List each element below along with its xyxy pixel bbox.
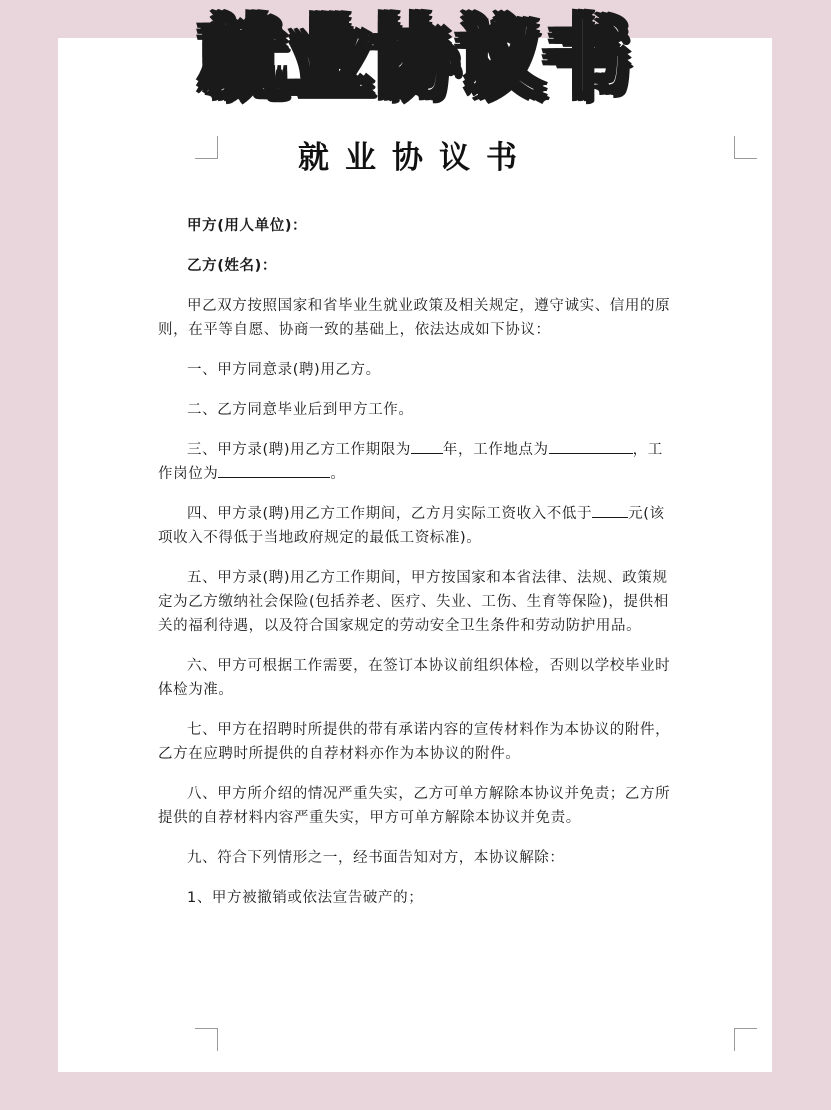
margin-corner-bottom-left (195, 1028, 218, 1051)
clause-9-item-1: 1、甲方被撤销或依法宣告破产的； (187, 890, 424, 906)
document-body (158, 214, 676, 910)
clause-7: 七、甲方在招聘时所提供的带有承诺内容的宣传材料作为本协议的附件，乙方在应聘时所提供的自荐材料亦作为本协议的附件。 (158, 722, 671, 762)
clause-9: 九、符合下列情形之一，经书面告知对方，本协议解除： (187, 850, 565, 866)
clause-3-text-1: 三、甲方录(聘)用乙方工作期限为 (187, 442, 411, 458)
clause-8: 八、甲方所介绍的情况严重失实，乙方可单方解除本协议并免责；乙方所提供的自荐材料内容严重失实，甲方可单方解除本协议并免责。 (158, 786, 671, 826)
clause-2: 二、乙方同意毕业后到甲方工作。 (187, 402, 414, 418)
wage-blank (592, 503, 628, 518)
clause-3 (158, 438, 676, 486)
work-location-blank (549, 439, 633, 454)
clause-6: 六、甲方可根据工作需要，在签订本协议前组织体检，否则以学校毕业时体检为准。 (158, 658, 671, 698)
clause-3-text-4: 。 (330, 466, 346, 482)
party-a-label: 甲方(用人单位)： (187, 218, 308, 234)
clause-1: 一、甲方同意录(聘)用乙方。 (187, 362, 381, 378)
intro-paragraph: 甲乙双方按照国家和省毕业生就业政策及相关规定，遵守诚实、信用的原则，在平等自愿、协商一致的基础上，依法达成如下协议： (158, 298, 671, 338)
clause-4 (158, 502, 676, 550)
banner-title: 就业协议书 (200, 9, 631, 107)
party-b-label: 乙方(姓名)： (187, 258, 277, 274)
document-title: 就业协议书 (298, 140, 533, 176)
years-blank (411, 439, 443, 454)
clause-4-text-2: 元(该项收入不得低于当地政府规定的最低工资标准)。 (158, 506, 665, 546)
margin-corner-bottom-right (734, 1028, 757, 1051)
clause-5: 五、甲方录(聘)用乙方工作期间，甲方按国家和本省法律、法规、政策规定为乙方缴纳社会保险(包括养老、医疗、失业、工伤、生育等保险)，提供相关的福利待遇，以及符合国家规定的劳动安全卫生条件和劳动防护用品。 (158, 570, 669, 634)
job-position-blank (218, 463, 330, 478)
clause-3-text-2: 年，工作地点为 (442, 442, 549, 458)
clause-3-text-3: ，工作岗位为 (158, 442, 663, 482)
clause-4-text-1: 四、甲方录(聘)用乙方工作期间，乙方月实际工资收入不低于 (187, 506, 593, 522)
